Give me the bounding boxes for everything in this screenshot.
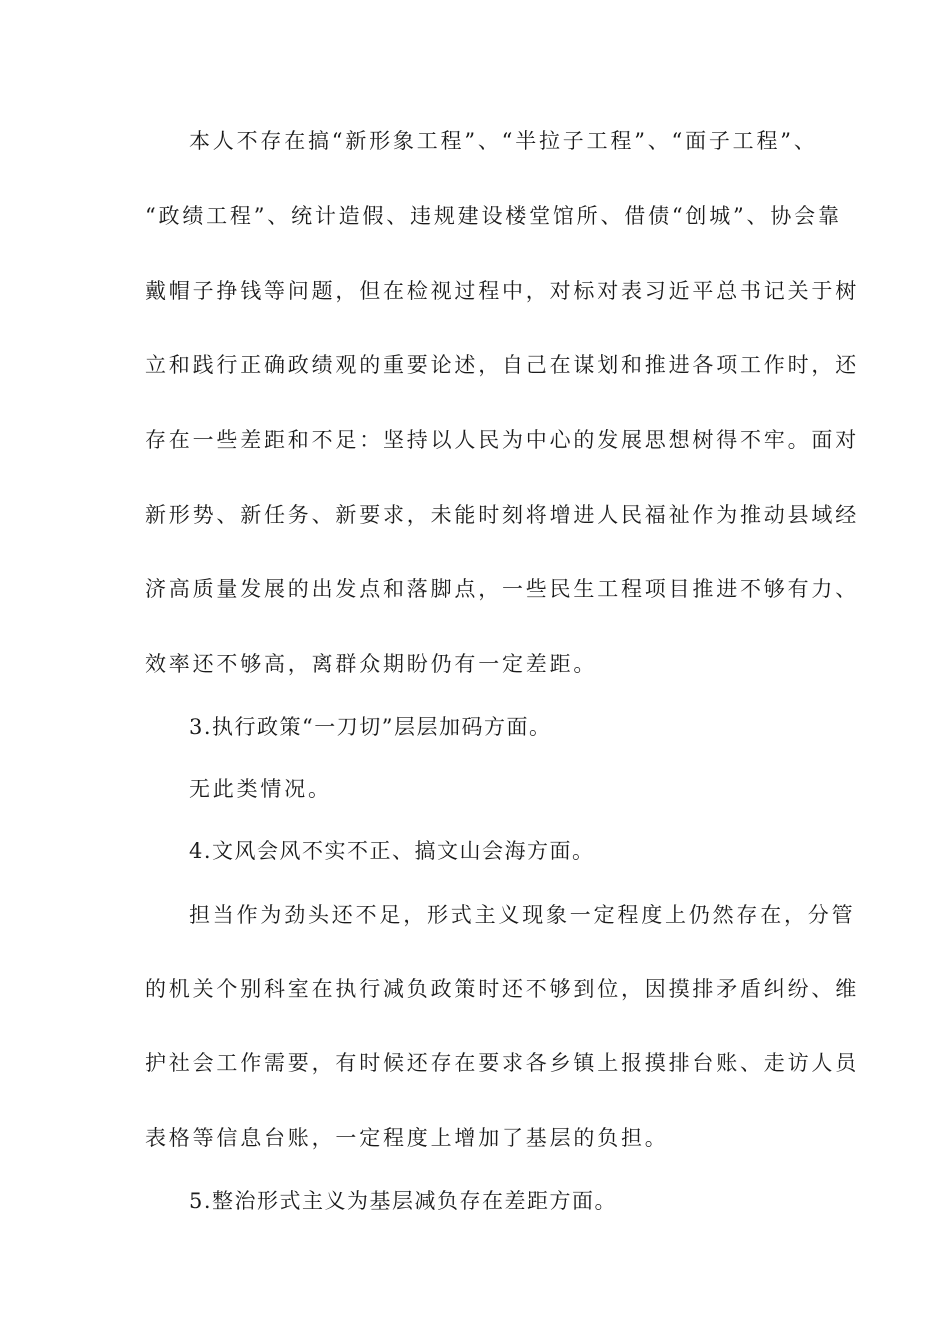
paragraph-3-line-2: 的机关个别科室在执行减负政策时还不够到位，因摸排矛盾纠纷、维	[145, 977, 859, 1001]
paragraph-1-line-7: 济高质量发展的出发点和落脚点，一些民生工程项目推进不够有力、	[145, 577, 859, 601]
paragraph-1-line-2: “政绩工程”、统计造假、违规建设楼堂馆所、借债“创城”、协会靠	[145, 204, 842, 228]
paragraph-2: 无此类情况。	[189, 777, 332, 801]
paragraph-3-line-4: 表格等信息台账，一定程度上增加了基层的负担。	[145, 1126, 669, 1150]
section-heading-4: 4.文风会风不实不正、搞文山会海方面。	[189, 839, 595, 863]
section-heading-3: 3.执行政策“一刀切”层层加码方面。	[189, 715, 552, 739]
paragraph-1-line-8: 效率还不够高，离群众期盼仍有一定差距。	[145, 652, 598, 676]
paragraph-3-line-1: 担当作为劲头还不足，形式主义现象一定程度上仍然存在，分管	[189, 903, 856, 927]
paragraph-1-line-5: 存在一些差距和不足：坚持以人民为中心的发展思想树得不牢。面对	[145, 428, 859, 452]
paragraph-1-line-6: 新形势、新任务、新要求，未能时刻将增进人民福祉作为推动县域经	[145, 503, 859, 527]
paragraph-1-line-1: 本人不存在搞“新形象工程”、“半拉子工程”、“面子工程”、	[189, 129, 818, 153]
section-heading-5: 5.整治形式主义为基层减负存在差距方面。	[189, 1189, 618, 1213]
paragraph-1-line-4: 立和践行正确政绩观的重要论述，自己在谋划和推进各项工作时，还	[145, 353, 859, 377]
paragraph-3-line-3: 护社会工作需要，有时候还存在要求各乡镇上报摸排台账、走访人员	[145, 1051, 859, 1075]
paragraph-1-line-3: 戴帽子挣钱等问题，但在检视过程中，对标对表习近平总书记关于树	[145, 279, 859, 303]
